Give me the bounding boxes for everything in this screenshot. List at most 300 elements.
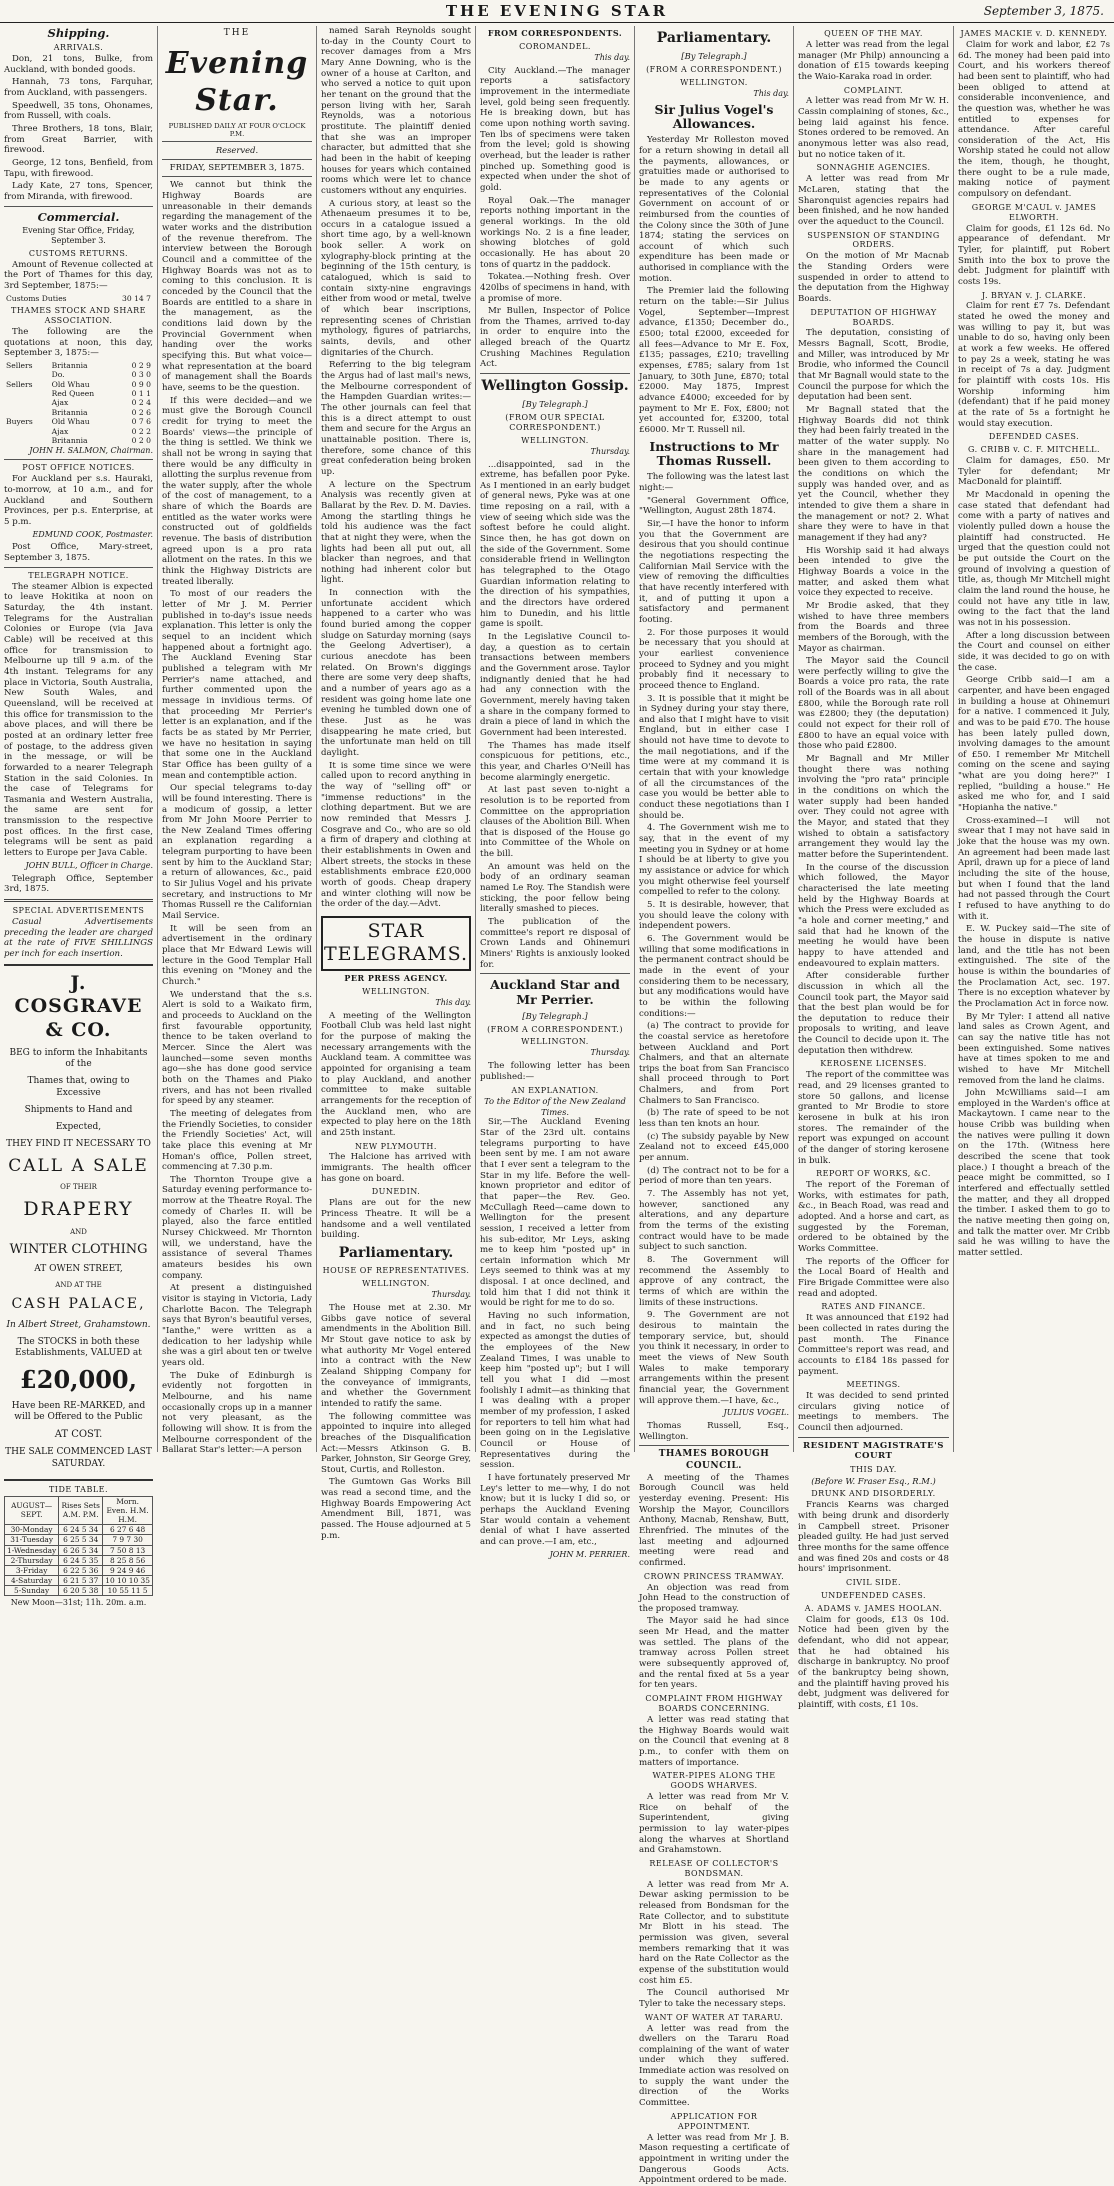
news-paragraph: A letter was read from Mr A. Dewar asking permission to be released from Bondsman for the Rate Collector, and to substitute Mr Blott in his stead. The permission was given, several members remarking that it was hard on the Rate Collector as the expense of the substitution would cost him £5. [639,1879,789,1986]
correspondents-heading: FROM CORRESPONDENTS. [487,28,623,38]
dateline: WELLINGTON. [521,435,589,445]
news-paragraph: In connection with the unfortunate accident which happened to a carter who was found buried among the copper sludge on Saturday morning (says the Geelong Advertiser), a curious anecdote has been related. On Brown's diggings there are some very deep shafts, and a number of years ago as a resident was going home late one evening he tumbled down one of these. Just as he was disappearing he mate cried, but the unfortunate man held on till daylight. [321,588,471,758]
subheading: CIVIL SIDE. [845,1577,901,1587]
table-row [5,1565,153,1575]
table-row [4,361,153,370]
news-paragraph: Yesterday Mr Rolleston moved for a return showing in detail all the payments, allowances, or gratuities made or authorised to be made to any agents or representatives of the Colonial Government on account of or reimbursed from the counties of the Colony since the 30th of June 1874; stating the services on account of which such expenditure has been made or authorised in compliance with the motion. [639,135,789,284]
star-telegrams-heading: STAR TELEGRAMS. [321,916,471,971]
paper-title: THE EVENING STAR [445,2,669,20]
news-paragraph: The Mayor said the Council were perfectly willing to give the Boards a voice pro rata, the rate roll of the Boards was in all about £800, while the Borough rate roll was £2800; they (the deputation) could not expect for their roll of £800 to have an equal voice with those who paid £2800. [798,656,949,752]
arrival-item: Lady Kate, 27 tons, Spencer, from Miranda, with firewood. [4,181,153,203]
news-paragraph: After a long discussion between the Court and counsel on either side, it was decided to go on with the case. [958,630,1110,673]
divider [4,899,153,902]
divider [480,373,630,374]
rm-court-heading: RESIDENT MAGISTRATE'S COURT [803,1440,944,1462]
ad-line: Shipments to Hand and [24,1104,133,1115]
divider [162,176,312,177]
ad-line: OF THEIR [60,1183,97,1192]
column-5 [635,26,793,2186]
ad-line: The STOCKS in both these Establishments, VALUED at [15,1336,142,1358]
ad-line: BEG to inform the Inhabitants of the [9,1048,148,1070]
masthead-the: THE [223,28,251,38]
news-paragraph: A curious story, at least so the Athenaeum presumes it to be, occurs in a catalogue issued a short time ago, by a well-known book seller. A work on xylography-block printing at the beginning of the 15th century, is catalogued, which is said to contain sixty-nine engravings either from wood or metal, twelve of which bear inscriptions, representing scenes of Christian mythology, figures of patriarchs, saints, devils, and other dignitaries of the Church. [321,198,471,358]
column-2 [158,26,316,1456]
leader-paragraph: We cannot but think the Highway Boards are unreasonable in their demands regarding the management of the water works and the distribution of the revenue therefrom. The interview between the Borough Council and a committee of the Highway Boards was not as to coming to this conclusion. It is conceded by the Council that the Boards are entitled to a share in the management, as the conditions laid down by the Provincial Government when handing over the works specifying this. But what voice—what representation at the board of management shall the Boards have, seems to be the question. [162,180,312,393]
news-paragraph: The following was the latest last night:— [639,472,789,494]
perrier-heading: Auckland Star and Mr Perrier. [490,977,620,1007]
ad-drapery: DRAPERY [23,1197,134,1220]
news-paragraph: A letter was read from Mr W. H. Cassin complaining of stones, &c., being laid against his fence. Stones ordered to be removed. An anonymous letter was also read, but no notice taken of it. [798,96,949,160]
news-paragraph: George Cribb said—I am a carpenter, and have been engaged in building a house at Ohinemuri for a native. I commenced it July, and was to be paid £70. The house has been lately pulled down, involving damages to the amount of £50. I remember Mr Mitchell coming on the scene and saying "what are you doing here?" I replied, "building a house." He asked me who for, and I said "Hopianha the native." [958,675,1110,814]
leader-paragraph: The Thornton Troupe give a Saturday evening performance to-morrow at the Theatre Royal. The comedy of Charles II. will be played, also the farce entitled Nursey Chickweed. Mr Thornton will, we understand, have the assistance of several Thames amateurs besides his own company. [162,1174,312,1281]
news-paragraph: Claim for goods, £13 0s 10d. Notice had been given by the defendant, who did not appear, that he had obtained his discharge in bankruptcy. No proof of the bankruptcy being shown, and the plaintiff having proved his debt, judgment was delivered for plaintiff, with costs, £1 10s. [798,1614,949,1710]
house-label: HOUSE OF REPRESENTATIVES. [322,1266,470,1276]
quote-price: 0 2 4 [131,398,151,408]
news-paragraph: The following committee was appointed to inquire into alleged breaches of the Disqualification Act:—Messrs Atkinson G. B. Parker, Johnston, Sir George Grey, Stout, Curtis, and Rolleston. [321,1411,471,1475]
subheading: COMPLAINT. [843,85,904,95]
share-quotes-table [4,361,153,446]
subheading: KEROSENE LICENSES. [820,1059,927,1069]
column-3 [317,26,475,1541]
commercial-office: Evening Star Office, Friday, September 3. [22,225,135,245]
quote-company: Old Whau [51,379,90,389]
leader-paragraph: If this were decided—and we must give the Borough Council credit for trying to meet the Boards' views—the principle of the thing is settled. We think we shall not be wrong in saying that there would be any difficulty in allotting the surplus revenue from the water supply, after the whole of the cost of management, to a share of which the Boards are entitled as the water works were constructed out of goldfields revenue. The basis of distribution agreed upon is a pro rata allotment on the rates. In this we think the Highway Districts are treated liberally. [162,395,312,587]
tide-water: 10 10 10 35 [103,1576,153,1586]
news-paragraph: 4. The Government wish me to say, that in the event of my meeting you in Sydney or at home I should be at liberty to give you my assistance or advice for which you might otherwise feel yourself compelled to refer to the colony. [639,823,789,898]
dateline: WELLINGTON. [680,77,748,87]
tide-day: 30-Monday [5,1525,59,1535]
case-title: G. CRIBB v. C. F. MITCHELL. [967,445,1101,455]
news-paragraph: It was announced that £192 had been collected in rates during the past month. The Finance Committee's report was read, and accounts to £184 18s passed for payment. [798,1313,949,1377]
ad-line: AND AT THE [55,1281,102,1290]
to-editor: To the Editor of the New Zealand Times. [484,1096,626,1117]
subheading: CROWN PRINCESS TRAMWAY. [643,1571,785,1581]
tide-water: 10 55 11 5 [103,1586,153,1596]
quote-side: Sellers [6,360,33,370]
arrival-item: Hannah, 73 tons, Farquhar, from Auckland, with passengers. [4,77,153,99]
case-title: JAMES MACKIE v. D. KENNEDY. [960,29,1108,38]
letter-signature: JOHN M. PERRIER. [549,1549,630,1559]
telegraph-date: Telegraph Office, September 3rd, 1875. [4,873,153,895]
subheading: REPORT OF WORKS, &C. [816,1169,931,1179]
divider [798,1437,949,1438]
ad-winter-clothing: WINTER CLOTHING [9,1242,148,1258]
news-paragraph: John McWilliams said—I am employed in the Warden's office at Mackaytown. I came near to the house Cribb was building when the natives were pulling it down on the 17th. (Witness here described the scene that took place.) I thought a breach of the peace might be committed, so I interfered and effectually settled the matter, and they all dropped the timber. I asked them to go to the native meeting then going on, and talk the matter over. Mr Cribb said he was willing to have the matter settled. [958,1088,1110,1258]
news-paragraph: In the course of the discussion which followed, the Mayor characterised the late meeting held by the Highway Boards at which the Press were excluded as "a hole and corner meeting," and said that had he known of the meeting he would have been happy to have attended and endeavoured to explain matters. [798,862,949,969]
ad-line: Have been RE-MARKED, and will be Offered to the Public [11,1400,146,1422]
tide-day: 4-Saturday [5,1576,59,1586]
quote-side [4,408,50,417]
customs-heading: CUSTOMS RETURNS. [28,248,129,258]
news-paragraph: The Gumtown Gas Works Bill was read a second time, and the Highway Boards Empowering Act Amendment Bill, 1871, was passed. The House adjourned at 5 p.m. [321,1477,471,1541]
news-paragraph: It was decided to send printed circulars giving notice of meetings to members. The Council then adjourned. [798,1391,949,1434]
post-office-signature: EDMUND COOK, Postmaster. [32,529,153,539]
divider [162,141,312,142]
news-paragraph: ...disappointed, sad in the extreme, has befallen poor Pyke. As I mentioned in an early budget of general news, Pyke was at one time reposing on a rail, with a view of seeing which side was the softest before he could alight. Since then, he has got down on the side of the Government. Some considerable friend in Wellington has telegraphed to the Otago Guardian information relating to the direction of his sympathies, and the directors have ordered him to Dunedin, and his little game is spoilt. [480,459,630,630]
tide-table [4,1496,153,1597]
thames-share-text: The following are the quotations at noon, this day, September 3, 1875:— [4,326,153,359]
table-row [5,1535,153,1545]
source-label: (FROM A CORRESPONDENT.) [646,64,782,74]
news-paragraph: The following letter has been published:— [480,1061,630,1082]
news-paragraph: Mr Macdonald in opening the case stated that defendant had come with a party of natives and violently pulled down a house the plaintiff had constructed. He urged that the question could not be put outside the Court on the ground of involving a question of title, as, though Mr Mitchell might claim the land round the house, he could not have any title in law, owing to the fact that the land was not in his possession. [958,490,1110,628]
ad-line: AT COST. [54,1429,103,1441]
source-label: (FROM A CORRESPONDENT.) [487,1024,623,1034]
column-1 [0,26,157,1608]
dateline-day: Thursday. [431,1290,471,1300]
ad-line: Thames that, owing to Excessive [27,1076,130,1098]
news-paragraph: 6. The Government would be willing that some modifications in the permanent contract should be made in the event of your considering them to be necessary, but any modifications would have to be within the following conditions:— [639,933,789,1019]
table-row [4,427,153,436]
divider [4,206,153,207]
by-telegraph: [By Telegraph.] [681,51,747,62]
dateline: COROMANDEL. [519,41,591,51]
subheading: WANT OF WATER AT TARARU. [644,2012,784,2022]
leader-paragraph: It will be seen from an advertisement in the ordinary place that Mr Edward Lewis will lecture in the Good Templar Hall this evening on "Money and the Church." [162,923,312,988]
quote-price: 0 1 1 [131,389,151,399]
leader-paragraph: The Duke of Edinburgh is evidently not forgotten in Melbourne, and his name occasionally crops up in a manner not very pleasant, as the following will show. It is from the Melbourne correspondent of the Ballarat Star's letter:—A person [162,1370,312,1456]
news-paragraph: By Mr Tyler: I attend all native land sales as Crown Agent, and can say the native title has not been extinguished. Some natives have at times spoken to me and wished to have Mr Mitchell removed from the land he claims. [958,1011,1110,1086]
tide-water: 8 25 8 56 [103,1555,153,1565]
news-paragraph: The House met at 2.30. Mr Gibbs gave notice of several amendments in the Abolition Bill. Mr Stout gave notice to ask by what authority Mr Vogel entered into a contract with the New Zealand Shipping Company for the conveyance of immigrants, and whether the Government intended to ratify the same. [321,1302,471,1409]
news-paragraph: A letter was read from Mr McLaren, stating that the Sharonquist agencies repairs had been finished, and he now handed over the aqueduct to the Council. [798,174,949,227]
news-paragraph: After considerable further discussion in which all the Council took part, the Mayor said that the best plan would be for the deputation to reduce their proposals to writing, and leave the Council to decide upon it. The deputation then withdrew. [798,971,949,1056]
dateline: DUNEDIN. [371,1187,421,1197]
quote-side: Sellers [6,379,33,389]
tide-sun: 6 26 5 34 [59,1545,103,1555]
page-header [0,0,1114,23]
dateline: NEW PLYMOUTH. [355,1141,437,1151]
news-paragraph: 5. It is desirable, however, that you should leave the colony with independent powers. [639,899,789,932]
case-title: J. BRYAN v. J. CLARKE. [981,290,1087,300]
dateline: WELLINGTON. [362,986,430,996]
tide-sun: 6 24 5 35 [59,1555,103,1565]
tide-water: 9 24 9 46 [103,1565,153,1575]
ad-line: THEY FIND IT NECESSARY TO [6,1139,151,1150]
borough-council-heading: THAMES BOROUGH COUNCIL. [658,1449,770,1471]
news-paragraph: Claim for goods, £1 12s 6d. No appearance of defendant. Mr Tyler, for plaintiff, put Robert Smith into the box to prove the debt. Judgment for plaintiff with costs 19s. [958,223,1110,287]
table-row [5,1576,153,1586]
news-paragraph: The report of the committee was read, and 29 licenses granted to store 50 gallons, and license granted to Mr Brodie to store kerosene in bulk at his iron stores. The remainder of the report was expunged on account of the danger of storing kerosene in bulk. [798,1070,949,1166]
tide-day: 2-Thursday [5,1555,59,1565]
ad-call-sale: CALL A SALE [8,1156,149,1177]
news-paragraph: E. W. Puckey said—The site of the house in dispute is native land, and the title has not been extinguished. The site of the house is within the boundaries of the Proclamation Act, sec. 197. There is no exception whatever by the Proclamation Act in force now. [958,924,1110,1009]
tide-table-heading: TIDE TABLE. [48,1484,109,1494]
dateline: WELLINGTON. [521,1037,589,1047]
parliamentary-heading: Parliamentary. [656,30,772,46]
arrival-item: Don, 21 tons, Bulke, from Auckland, with bonded goods. [4,54,153,75]
news-paragraph: At last past seven to-night a resolution is to be reported from Committee on the appropriation clauses of the Abolition Bill. When that is disposed of the House go into Committee of the Whole on the bill. [480,785,630,860]
table-row [4,380,153,389]
tide-sun: 6 22 5 36 [59,1565,103,1575]
table-row [5,1586,153,1596]
quote-side [4,389,50,398]
issue-date: September 3, 1875. [983,4,1104,18]
thames-share-signature: JOHN H. SALMON, Chairman. [29,446,153,456]
tide-header: AUGUST—SEPT. [5,1496,59,1525]
news-paragraph: Tokatea.—Nothing fresh. Over 420lbs of specimens in hand, with a promise of more. [480,272,630,304]
column-4 [476,26,634,1559]
leader-paragraph: Our special telegrams to-day will be found interesting. There is a modicum of gossip, a letter from Mr John Moore Perrier to the New Zealand Times offering an explanation regarding a telegram purporting to have been sent by him to the Auckland Star; a return of allowances, &c., paid to Sir Julius Vogel and his private secretary, and instructions to Mr Thomas Russell re the Californian Mail Service. [162,783,312,922]
quote-company: Britannia [51,436,88,446]
quote-side [4,427,50,436]
letter-addressee: Thomas Russell, Esq., Wellington. [639,1421,789,1442]
news-paragraph: In the Legislative Council to-day, a question as to certain transactions between members and the Government arose. Taylor indignantly denied that he had had any connection with the Government, merely having taken a share in the company formed to drain a piece of land in which the Government had been interested. [480,632,630,738]
quote-side: Buyers [6,417,33,427]
tide-header: Rises Sets A.M. P.M. [59,1496,103,1525]
quote-side [4,370,50,379]
news-paragraph: (c) The subsidy payable by New Zealand not to exceed £45,000 per annum. [639,1131,789,1164]
news-paragraph: It is some time since we were called upon to record anything in the way of "selling off" or "immense reductions" in the clothing department. But we are now reminded that Messrs J. Cosgrave and Co., who are so old a firm of drapery and clothing at their establishments in Owen and Albert streets, the stocks in these establishments embrace £20,000 worth of goods. Cheap drapery and winter clothing will now be the order of the day.—Advt. [321,760,471,910]
quote-price: 0 2 6 [131,407,151,417]
customs-table [4,294,153,303]
customs-label: Customs Duties [6,293,67,303]
quote-company: Do. [51,370,65,380]
subheading: SUSPENSION OF STANDING ORDERS. [807,230,940,250]
news-paragraph: The publication of the committee's report re disposal of Crown Lands and Ohinemuri Miners' Rights is anxiously looked for. [480,917,630,970]
news-paragraph: (a) The contract to provide for the coastal service as heretofore between Auckland and Port Chalmers, and that an alternate trips the boat from San Francisco shall proceed through to Port Chalmers, and from Port Chalmers to San Francisco. [639,1021,789,1106]
table-row [4,408,153,417]
subheading: UNDEFENDED CASES. [820,1590,927,1600]
divider [480,973,630,974]
subheading: RELEASE OF COLLECTOR'S BONDSMAN. [649,1858,779,1878]
news-paragraph: Mr Brodie asked, that they wished to have three members from the Boards and three members of the Borough, with the Mayor as chairman. [798,600,949,654]
news-paragraph: Francis Kearns was charged with being drunk and disorderly in Campbell street. Prisoner pleaded guilty. He had just served three months for the same offence and was fined 20s and costs or 48 hours' imprisonment. [798,1500,949,1575]
news-paragraph: Royal Oak.—The manager reports nothing important in the general workings. In the old workings No. 2 is a fine leader, showing blotches of gold occasionally. He has about 20 tons of quartz in the paddock. [480,195,630,270]
vogel-allowances-heading: Sir Julius Vogel's Allowances. [654,101,774,131]
quote-price: 0 9 0 [131,379,151,389]
news-paragraph: 3. It is possible that it might be in Sydney during your stay there, and also that I might have to visit England, but in either case I should not have time to devote to the mail negotiations, and if the time were at my command it is certain that with your knowledge of all the circumstances of the case you would be better able to conduct these negotiations than I should be. [639,693,789,821]
special-ads-text: Casual Advertisements preceding the leader are charged at the rate of FIVE SHILLINGS per inch for each insertion. [4,916,153,959]
subheading: MEETINGS. [846,1380,901,1390]
post-office-text: For Auckland per s.s. Hauraki, to-morrow, at 10 a.m., and for Auckland and Southern Provinces, per p.s. Enterprise, at 5 p.m. [4,474,153,527]
quote-price: 0 2 2 [131,426,151,436]
news-paragraph: A letter was read from Mr V. Rice on behalf of the Superintendent, giving permission to lay water-pipes along the wharves at Shortland and Grahamstown. [639,1791,789,1856]
quote-company: Britannia [51,360,88,370]
reserved-note: Reserved. [215,145,259,156]
news-paragraph: The Halcione has arrived with immigrants. The health officer has gone on board. [321,1152,471,1184]
tide-sun: 6 20 5 38 [59,1586,103,1596]
dateline-day: This day. [435,997,471,1007]
news-paragraph: A meeting of the Thames Borough Council was held yesterday evening. Present: His Worship the Mayor, Councillors Anthony, Macnab, Renshaw, Butt, Ehrenfried. The minutes of the last meeting and adjourned meeting were read and confirmed. [639,1472,789,1568]
table-row [5,1555,153,1565]
wellington-gossip-heading: Wellington Gossip. [481,378,629,395]
arrival-item: Three Brothers, 18 tons, Blair, from Great Barrier, with firewood. [4,124,153,156]
news-paragraph: His Worship said it had always been intended to give the Highway Boards a voice in the matter, and asked them what voice they expected to receive. [798,545,949,599]
subheading: DEPUTATION OF HIGHWAY BOARDS. [810,307,937,327]
news-paragraph: The deputation, consisting of Messrs Bagnall, Scott, Brodie, and Miller, was introduced by Mr Brodie, who informed the Council that Mr Bagnall would state to the Council the purpose for which the deputation had been sent. [798,328,949,403]
news-paragraph: Referring to the big telegram the Argus had of last mail's news, the Melbourne correspondent of the Hampden Guardian writes:—The other journals can feel that this is a direct attempt to oust them and secure for the Argus an unattainable position. There is, therefore, some chance of this great confederation being broken up. [321,360,471,477]
news-paragraph: The Premier laid the following return on the table:—Sir Julius Vogel, September—Imprest advance, £1350; December do., £500; total £2000, exceeded for all fees—Advance to Mr E. Fox, £135; passages, £210; travelling expenses, £785; salary from 1st January, to 30th June, £870; total £2000. May 1875, Imprest advance £4000; exceeded for by payment to Mr E. Fox, £800; not yet accounted for, £3200, total £6000. Mr T. Russell nil. [639,286,789,435]
news-paragraph: The Mayor said he had since seen Mr Head, and the matter was settled. The plans of the tramway across Pollen street were subsequently approved of, and the rental fixed at 5s a year for ten years. [639,1616,789,1691]
ad-line: In Albert Street, Grahamstown. [6,1319,151,1330]
subheading: APPLICATION FOR APPOINTMENT. [670,2111,758,2131]
telegraph-signature: JOHN BULL, Officer in Charge. [25,860,153,870]
subheading: QUEEN OF THE MAY. [824,29,923,38]
news-paragraph: An amount was held on the body of an ordinary seaman named Le Roy. The Standish were sticking, the poor fellow being literally smashed to pieces. [480,861,630,915]
table-header-row [5,1496,153,1525]
quote-side [4,398,50,407]
news-paragraph: Claim for rent £7 7s. Defendant stated he owed the money and was willing to pay it, but was unable to do so, having only been at work a few weeks. He offered to pay 2s a week, stating he was in receipt of 7s a day. Judgment for plaintiff with costs 10s. His Worship informing him (defendant) that if he paid money at the rate of 5s a fortnight he would stay execution. [958,301,1110,429]
thames-share-heading: THAMES STOCK AND SHARE ASSOCIATION. [11,306,146,325]
quote-company: Red Queen [51,389,95,399]
news-paragraph: A letter was read stating that the Highway Boards would wait on the Council that evening at 8 p.m., to confer with them on matters of importance. [639,1714,789,1768]
cosgrave-advertisement [4,964,153,1481]
news-paragraph: The Council authorised Mr Tyler to take the necessary steps. [639,1988,789,2009]
telegraph-heading: TELEGRAPH NOTICE. [28,570,129,580]
tide-day: 5-Sunday [5,1586,59,1596]
news-paragraph: An objection was read from John Head to the construction of the proposed tramway. [639,1582,789,1614]
news-paragraph: named Sarah Reynolds sought to-day in the County Court to recover damages from a Mrs Mary Anne Downing, who is the owner of a house at Carlton, and who served a notice to quit upon her tenant on the ground that the person living with her, Sarah Reynolds, was a notorious prostitute. The plaintiff denied that she was an improper character, but admitted that she had been in the habit of keeping houses for years which contained rooms which were let to chance customers without any enquiries. [321,26,471,196]
leader-paragraph: To most of our readers the letter of Mr J. M. Perrier published in to-day's issue needs explanation. This letter is only the sequel to an incident which happened about a fortnight ago. The Auckland Evening Star published a telegram with Mr Perrier's name attached, and further commented upon the message in invidious terms. Of that proceeding Mr Perrier's letter is an explanation, and if the facts be as stated by Mr Perrier, we have no hesitation in saying that some one in the Auckland Star Office has been guilty of a mean and contemptible action. [162,589,312,781]
table-row [4,417,153,426]
dateline-day: Thursday. [590,1048,630,1058]
news-paragraph: City Auckland.—The manager reports a satisfactory improvement in the intermediate level, gold being seen frequently. He is breaking down, but has come upon nothing worth saving. Ten lbs of specimens were taken from the level; gold is showing overhead, but the leader is rather pinched up. Something good is expected when under the shot of gold. [480,65,630,193]
news-paragraph: Sir,—I have the honor to inform you that the Government are desirous that you should continue the negotiations respecting the Californian Mail Service with the view of removing the difficulties that have recently interfered with it, and of putting it upon a satisfactory and permanent footing. [639,519,789,625]
divider [639,1445,789,1446]
subheading: DEFENDED CASES. [988,432,1080,442]
news-paragraph: 2. For those purposes it would be necessary that you should at your earliest convenience proceed to Sydney and you might probably find it necessary to proceed thence to England. [639,627,789,691]
news-paragraph: Sir,—The Auckland Evening Star of the 23rd ult. contains telegrams purporting to have been sent by me. I am not aware that I ever sent a telegram to the Star in my life. Before the well-known proprietor and editor of that paper—the Rev. Geo. McCullagh Reed—came down to Wellington for the present session, I received a letter from his sub-editor, Mr Leys, asking me to keep him "posted up" in certain information which Mr Leys seemed to think was at my disposal. I at once declined, and told him that I did not think it would be right for me to do so. [480,1117,630,1309]
news-paragraph: A lecture on the Spectrum Analysis was recently given at Ballarat by the Rev. D. M. Davies. Among the startling things he told his audience was the fact that at night they were, when the lights had been all put out, all blacker than negroes, and that nothing had inherent color but light. [321,479,471,586]
news-paragraph: A letter was read from the dwellers on the Tararu Road complaining of the want of water under which they suffered. Immediate action was resolved on to supply the want under the direction of the Works Committee. [639,2023,789,2109]
tide-sun: 6 24 5 34 [59,1525,103,1535]
post-office-heading: POST OFFICE NOTICES. [22,463,135,473]
news-paragraph: A letter was read from the legal manager (Mr Philp) announcing a donation of £15 towards keeping the Waio-Karaka road in order. [798,39,949,82]
letter-signature: JULIUS VOGEL. [723,1408,789,1418]
shipping-heading: Shipping. [47,26,110,40]
subheading: WATER-PIPES ALONG THE GOODS WHARVES. [652,1771,776,1791]
quote-company: Ajax [51,426,69,436]
column-6 [794,26,953,1710]
ad-cash-palace: CASH PALACE, [11,1296,146,1313]
news-paragraph: Mr Bagnall and Mr Miller thought there was nothing involving the "pro rata" principle in the conditions on which the water supply had been handed over. They could not agree with the Mayor, and stated that they wished to obtain a satisfactory arrangement they would lay the matter before the Superintendent. [798,754,949,860]
quote-company: Old Whau [51,417,90,427]
arrivals-label: ARRIVALS. [53,43,104,53]
news-paragraph: "General Government Office, "Wellington, August 28th 1874. [639,495,789,517]
table-row [4,398,153,407]
leader-paragraph: We understand that the s.s. Alert is sold to a Waikato firm, and proceeds to Auckland on the first favourable opportunity, thence to be taken overland to Mercer. Since the Alert was launched—some seven months ago—she has done good service both on the Thames and Piako rivers, and has not been rivalled for speed by any steamer. [162,989,312,1107]
leader-date: FRIDAY, SEPTEMBER 3, 1875. [169,162,305,173]
quote-side [4,436,50,445]
leader-paragraph: The meeting of delegates from the Friendly Societies, to consider the Friendly Societies' Act, will take place this evening at Mr Homan's office, Pollen street, commencing at 7.30 p.m. [162,1108,312,1173]
tide-water: 7 9 7 30 [103,1535,153,1545]
masthead-name: Evening Star. [165,46,309,119]
news-paragraph: 8. The Government will recommend the Assembly to approve of any contract, the terms of which are within the limits of these instructions. [639,1254,789,1308]
commercial-heading: Commercial. [37,209,120,224]
tide-header: Morn. Even. H.M. H.M. [103,1496,153,1525]
ad-line: THE SALE COMMENCED LAST SATURDAY. [5,1447,152,1469]
case-title: A. ADAMS v. JAMES HOOLAN. [804,1603,943,1613]
news-paragraph: 7. The Assembly has not yet, however, sanctioned any alterations, and any departure from the terms of the existing contract would have to be made subject to such sanction. [639,1189,789,1253]
telegraph-text: The steamer Albion is expected to leave Hokitika at noon on Saturday, the 4th instant. Telegrams for the Australian Colonies or Europe (via Java Cable) will be received at this office for transmission to Melbourne up till 9 a.m. of the 4th instant. Telegrams for any place in Victoria, South Australia, New South Wales, and Queensland, will be received at this office for transmission to the above places, and will there be posted at an ordinary letter free of postage, to the address given in the message, or will be forwarded to a nearer Telegraph Station in the said Colonies. In the case of Telegrams for Tasmania and Western Australia, the same are sent for transmission to the respective post offices. In the first case, telegrams will be sent as paid letters to Europe per Java Cable. [4,581,153,859]
ad-firm-name: J. COSGRAVE & CO. [14,971,143,1041]
news-paragraph: Mr Bullen, Inspector of Police from the Thames, arrived to-day in order to enquire into the alleged breach of the Quartz Crushing Machines Regulation Act. [480,306,630,370]
tide-sun: 6 21 5 37 [59,1576,103,1586]
leader-paragraph: At present a distinguished visitor is staying in Victoria, Lady Charlotte Bacon. The Telegraph says that Byron's beautiful verses, "Ianthe," were written as a dedication to her ladyship while she was a girl about ten or twelve years old. [162,1283,312,1368]
ad-stock-value: £20,000, [20,1364,137,1394]
divider [4,567,153,568]
news-paragraph: Claim for work and labor, £2 7s 6d. The money had been paid into Court, and his workers thereof had been sent to plaintiff, who had been obliged to attend at considerable inconvenience, and the question was, whether he was entitled to expenses for attendance. After careful consideration of the Act, His Worship stated he could not allow the item, though, he thought, there ought to be a rule made, making notice of payment compulsory on defendant. [958,39,1110,200]
news-paragraph: Claim for damages, £50. Mr Tyler for defendant; Mr MacDonald for plaintiff. [958,456,1110,488]
dateline-day: This day. [753,88,789,98]
column-7 [954,26,1114,1452]
dateline-day: This day. [594,52,630,62]
news-paragraph: Having no such information, and in fact, no such being expected as amongst the duties of the employees of the New Zealand Times, I was unable to keep him "posted up"; but I will tell you what I did —most foolishly I admit—as thinking that I was dealing with a proper member of my profession, I asked for reporters to tell him what had been going on in the Legislative Council or House of Representatives during the session. [480,1311,630,1471]
rm-day: THIS DAY. [850,1465,897,1475]
parliamentary-heading: Parliamentary. [338,1244,454,1261]
news-paragraph: Plans are out for the new Princess Theatre. It will be a handsome and a well ventilated building. [321,1198,471,1241]
news-paragraph: A meeting of the Wellington Football Club was held last night for the purpose of making the necessary arrangements with the Auckland team. A committee was appointed for organising a team to play Auckland, and another committee to make suitable arrangements for the reception of the Auckland men, who are expected to play here on the 18th and 25th instant. [321,1010,471,1138]
table-row [5,1545,153,1555]
customs-value: 30 14 7 [122,293,151,303]
news-paragraph: The Thames has made itself conspicuous for petitions, etc., this year, and Charles O'Neill has become alarmingly energetic. [480,740,630,783]
news-paragraph: Mr Bagnall stated that the Highway Boards did not think they had been fairly treated in the matter of the water supply. No share in the management had been given to them according to the conditions on which the supply was handed over, and as yet the Council, whether they intended to give them a share in the management or not? 2. What share they were to have in that management if they had any? [798,405,949,543]
by-telegraph: [By Telegraph.] [522,1011,588,1022]
dateline-day: Thursday. [590,446,630,456]
subheading: DRUNK AND DISORDERLY. [811,1489,936,1499]
quote-price: 0 7 6 [131,417,151,427]
tide-sun: 6 25 5 34 [59,1535,103,1545]
tide-day: 1-Wednesday [5,1545,59,1555]
tide-day: 3-Friday [5,1565,59,1575]
divider [162,159,312,160]
explanation-heading: AN EXPLANATION. [511,1085,599,1095]
news-paragraph: On the motion of Mr Macnab the Standing Orders were suspended in order to attend to the deputation from the Highway Boards. [798,251,949,304]
quote-price: 0 3 0 [131,370,151,380]
table-row [4,436,153,445]
subheading: RATES AND FINANCE. [821,1302,926,1312]
ad-line: AT OWEN STREET, [34,1264,123,1275]
news-paragraph: (d) The contract not to be for a period of more than ten years. [639,1165,789,1187]
dateline: WELLINGTON. [362,1279,430,1289]
news-paragraph: The reports of the Officer for the Local Board of Health and Fire Brigade Committee were also read and adopted. [798,1256,949,1299]
tide-day: 31-Tuesday [5,1535,59,1545]
special-ads-heading: SPECIAL ADVERTISEMENTS [12,905,145,915]
moon-note: New Moon—31st; 11h. 20m. a.m. [10,1598,147,1608]
source-label: (FROM OUR SPECIAL CORRESPONDENT.) [505,412,605,432]
arrival-item: Speedwell, 35 tons, Ohonames, from Russell, with coals. [4,100,153,122]
table-row [5,1525,153,1535]
by-telegraph: [By Telegraph.] [522,399,588,410]
subheading: SONNAGHIE AGENCIES. [816,163,931,173]
table-row [4,389,153,398]
press-agency-label: PER PRESS AGENCY. [344,972,448,983]
quote-company: Britannia [51,407,88,417]
table-row [4,370,153,379]
news-paragraph: A letter was read from Mr J. B. Mason requesting a certificate of appointment in writing under the Dangerous Goods Acts. Appointment ordered to be made. [639,2132,789,2186]
masthead-published: PUBLISHED DAILY AT FOUR O'CLOCK P.M. [168,121,306,138]
news-paragraph: 9. The Government are not desirous to maintain the temporary service, but, should you think it necessary, in order to meet the views of New South Wales to make temporary arrangements within the present financial year, the Government will approve them.—I have, &c., [639,1310,789,1406]
ad-line: Expected, [55,1121,102,1132]
quote-price: 0 2 9 [131,360,151,370]
quote-price: 0 2 0 [131,436,151,446]
russell-instructions-heading: Instructions to Mr Thomas Russell. [649,438,779,468]
tide-water: 7 50 8 13 [103,1545,153,1555]
news-paragraph: The report of the Foreman of Works, with estimates for path, &c., in Beach Road, was read and adopted. And a horse and cart, as suggested by the Foreman, ordered to be obtained by the Works Committee. [798,1180,949,1255]
subheading: COMPLAINT FROM HIGHWAY BOARDS CONCERNING. [645,1694,783,1713]
post-office-date: Post Office, Mary-street, September 3, 1875. [4,542,153,564]
ad-line: AND [70,1227,87,1236]
rm-before: (Before W. Fraser Esq., R.M.) [811,1475,936,1486]
quote-company: Ajax [51,398,69,408]
news-paragraph: Cross-examined—I will not swear that I may not have said in joke that the house was my own. An agreement had been made last April, drawn up for a piece of land including the site of the house, but when I found that the land had not passed through the Court I refused to have anything to do with it. [958,815,1110,922]
tide-water: 6 27 6 48 [103,1525,153,1535]
news-paragraph: (b) The rate of speed to be not less than ten knots an hour. [639,1108,789,1130]
case-title: GEORGE M'CAUL v. JAMES ELWORTH. [971,202,1097,222]
divider [4,459,153,460]
arrival-item: George, 12 tons, Benfield, from Tapu, with firewood. [4,158,153,179]
